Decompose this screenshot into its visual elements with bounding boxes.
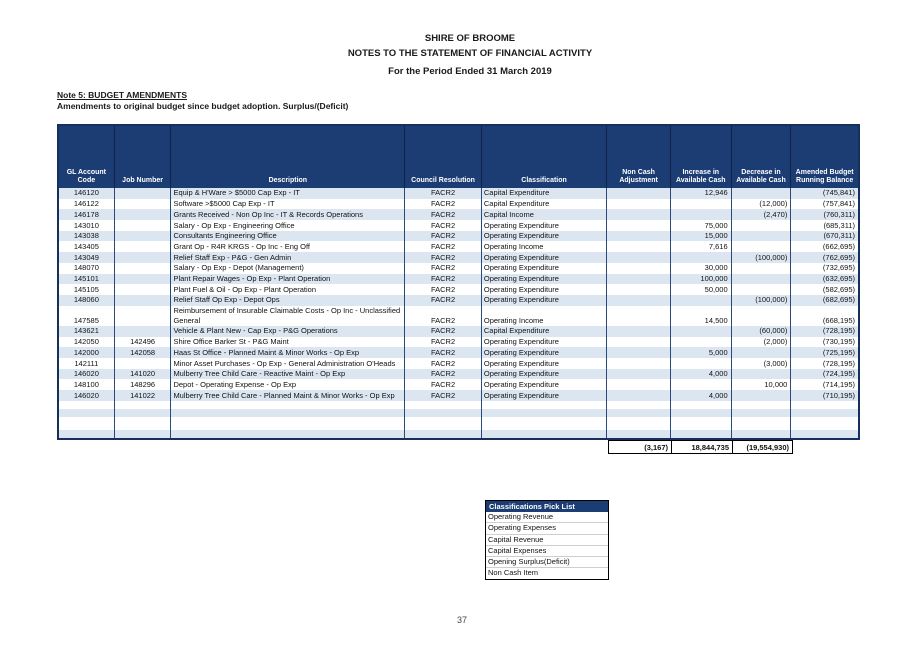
cell-non-cash-adjustment: [607, 263, 671, 274]
cell-decrease-available-cash: (3,000): [732, 358, 792, 369]
cell-description: Grants Received - Non Op Inc - IT & Records Operations: [171, 209, 405, 220]
empty-cell: [405, 401, 482, 409]
cell-decrease-available-cash: [732, 347, 792, 358]
cell-amended-budget-running-balance: (710,195): [822, 390, 856, 400]
column-header-decrease-available-cash: Decrease in Available Cash: [732, 126, 792, 188]
report-entity-name: SHIRE OF BROOME: [424, 33, 516, 44]
cell-classification: Operating Expenditure: [482, 295, 607, 306]
empty-cell: [171, 417, 405, 430]
budget-amendments-table: [57, 124, 860, 440]
cell-non-cash-adjustment: [607, 337, 671, 348]
cell-amended-budget-running-balance: (724,195): [822, 369, 856, 379]
cell-amended-budget-running-balance: (728,195): [822, 326, 856, 336]
table-header-row: [59, 126, 858, 188]
note-heading: Note 5: BUDGET AMENDMENTS: [57, 90, 188, 100]
cell-job-number: [115, 263, 172, 274]
cell-classification: Operating Income: [482, 241, 607, 252]
cell-increase-available-cash: 7,616: [671, 241, 732, 252]
cell-decrease-available-cash: [732, 306, 792, 326]
cell-classification: Operating Expenditure: [482, 284, 607, 295]
table-row: [59, 252, 858, 263]
cell-gl-account-code: 143010: [59, 220, 115, 231]
note-subtext: Amendments to original budget since budget adoption. Surplus/(Deficit): [57, 101, 349, 111]
cell-non-cash-adjustment: [607, 284, 671, 295]
table-row: [59, 337, 858, 348]
cell-amended-budget-running-balance: (757,841): [822, 199, 856, 209]
cell-job-number: [115, 199, 172, 210]
cell-description: Plant Fuel & Oil - Op Exp - Plant Operation: [171, 284, 405, 295]
pick-list-item: Non Cash Item: [488, 568, 539, 578]
cell-classification: Operating Expenditure: [482, 358, 607, 369]
cell-amended-budget-running-balance: (725,195): [822, 347, 856, 357]
cell-gl-account-code: 146020: [59, 369, 115, 380]
cell-amended-budget-running-balance: (760,311): [823, 209, 856, 219]
table-row: [59, 347, 858, 358]
cell-gl-account-code: 143405: [59, 241, 115, 252]
cell-decrease-available-cash: [732, 241, 792, 252]
cell-amended-budget-running-balance: (670,311): [823, 231, 856, 241]
table-row: [59, 306, 858, 326]
cell-gl-account-code: 146122: [59, 199, 115, 210]
empty-cell: [405, 409, 482, 417]
empty-cell: [671, 417, 732, 430]
cell-increase-available-cash: [671, 252, 732, 263]
cell-classification: Operating Expenditure: [482, 252, 607, 263]
cell-decrease-available-cash: (2,000): [732, 337, 792, 348]
cell-gl-account-code: 146120: [59, 188, 115, 199]
cell-non-cash-adjustment: [607, 231, 671, 242]
cell-increase-available-cash: 12,946: [671, 188, 732, 199]
empty-cell: [482, 430, 607, 438]
cell-job-number: [115, 295, 172, 306]
pick-list-item: Opening Surplus(Deficit): [486, 557, 608, 568]
cell-gl-account-code: 146178: [59, 209, 115, 220]
empty-cell: [115, 430, 172, 438]
report-title: NOTES TO THE STATEMENT OF FINANCIAL ACTIVITY: [347, 48, 593, 59]
empty-cell: [607, 417, 671, 430]
cell-non-cash-adjustment: [607, 274, 671, 285]
cell-gl-account-code: 143049: [59, 252, 115, 263]
cell-amended-budget-running-balance: (662,695): [822, 241, 856, 251]
pick-list-item: Capital Expenses: [486, 546, 608, 557]
cell-classification: Operating Expenditure: [482, 390, 607, 401]
cell-council-resolution: FACR2: [405, 209, 482, 220]
totals-row: [608, 440, 793, 454]
cell-amended-budget-running-balance: (732,695): [822, 263, 856, 273]
empty-cell: [671, 430, 732, 438]
column-header-description: Description: [171, 126, 405, 188]
cell-classification: Capital Expenditure: [482, 188, 607, 199]
cell-description: Consultants Engineering Office: [171, 231, 405, 242]
empty-cell: [607, 409, 671, 417]
cell-gl-account-code: 143038: [59, 231, 115, 242]
cell-decrease-available-cash: [732, 231, 792, 242]
cell-job-number: [115, 252, 172, 263]
empty-cell: [482, 417, 607, 430]
cell-increase-available-cash: 4,000: [671, 369, 732, 380]
total-non-cash-adjustment: (3,167): [608, 440, 672, 454]
table-row: [59, 220, 858, 231]
cell-description: Salary - Op Exp - Engineering Office: [171, 220, 405, 231]
table-row: [59, 188, 858, 199]
note-block: [57, 90, 348, 112]
cell-non-cash-adjustment: [607, 390, 671, 401]
cell-decrease-available-cash: (12,000): [732, 199, 792, 210]
empty-cell: [59, 401, 115, 409]
cell-job-number: [115, 358, 172, 369]
column-header-amended-budget-running-balance: Amended Budget Running Balance: [795, 168, 854, 185]
cell-description: Relief Staff Exp - P&G - Gen Admin: [171, 252, 405, 263]
cell-non-cash-adjustment: [607, 220, 671, 231]
empty-cell: [791, 430, 858, 438]
cell-non-cash-adjustment: [607, 199, 671, 210]
cell-job-number: [115, 326, 172, 337]
cell-increase-available-cash: 5,000: [671, 347, 732, 358]
table-row: [59, 209, 858, 220]
table-row: [59, 284, 858, 295]
empty-cell: [607, 401, 671, 409]
empty-row: [59, 430, 858, 438]
empty-cell: [115, 417, 172, 430]
table-row: [59, 274, 858, 285]
empty-cell: [607, 430, 671, 438]
empty-cell: [171, 430, 405, 438]
cell-description: Equip & H'Ware > $5000 Cap Exp - IT: [171, 188, 405, 199]
cell-council-resolution: FACR2: [405, 284, 482, 295]
table-row: [59, 231, 858, 242]
cell-description: Plant Repair Wages - Op Exp - Plant Operation: [171, 274, 405, 285]
cell-council-resolution: FACR2: [405, 326, 482, 337]
table-row: [59, 358, 858, 369]
column-header-increase-available-cash: Increase in Available Cash: [671, 126, 732, 188]
cell-job-number: 141020: [115, 369, 172, 380]
empty-cell: [732, 430, 792, 438]
cell-council-resolution: FACR2: [405, 199, 482, 210]
cell-job-number: 142496: [115, 337, 172, 348]
total-increase-available-cash: 18,844,735: [672, 440, 733, 454]
cell-job-number: [115, 220, 172, 231]
cell-non-cash-adjustment: [607, 358, 671, 369]
cell-amended-budget-running-balance: (762,695): [822, 252, 856, 262]
cell-amended-budget-running-balance: (685,311): [823, 220, 856, 230]
cell-non-cash-adjustment: [607, 306, 671, 326]
cell-increase-available-cash: [671, 209, 732, 220]
empty-cell: [59, 417, 115, 430]
pick-list-item: Capital Revenue: [486, 535, 608, 546]
cell-decrease-available-cash: [732, 263, 792, 274]
cell-classification: Operating Expenditure: [482, 274, 607, 285]
cell-gl-account-code: 142000: [59, 347, 115, 358]
cell-gl-account-code: 148100: [59, 379, 115, 390]
table-row: [59, 369, 858, 380]
cell-description: Salary - Op Exp - Depot (Management): [171, 263, 405, 274]
cell-description: Haas St Office - Planned Maint & Minor Works - Op Exp: [171, 347, 405, 358]
cell-non-cash-adjustment: [607, 347, 671, 358]
empty-cell: [791, 401, 858, 409]
cell-amended-budget-running-balance: (730,195): [822, 337, 856, 347]
column-header-council-resolution: Council Resolution: [405, 126, 482, 188]
cell-increase-available-cash: 100,000: [671, 274, 732, 285]
cell-non-cash-adjustment: [607, 241, 671, 252]
empty-cell: [115, 409, 172, 417]
cell-council-resolution: FACR2: [405, 295, 482, 306]
cell-decrease-available-cash: [732, 390, 792, 401]
cell-job-number: [115, 241, 172, 252]
cell-gl-account-code: 148070: [59, 263, 115, 274]
cell-council-resolution: FACR2: [405, 337, 482, 348]
empty-cell: [59, 409, 115, 417]
empty-cell: [732, 409, 792, 417]
column-header-non-cash-adjustment: Non Cash Adjustment: [607, 126, 671, 188]
cell-job-number: [115, 188, 172, 199]
pick-list-items: [486, 512, 608, 579]
cell-decrease-available-cash: 10,000: [732, 379, 792, 390]
report-period: For the Period Ended 31 March 2019: [388, 66, 552, 77]
pick-list-item: Operating Expenses: [486, 523, 608, 534]
table-row: [59, 326, 858, 337]
empty-cell: [732, 401, 792, 409]
cell-council-resolution: FACR2: [405, 369, 482, 380]
cell-description: Shire Office Barker St - P&G Maint: [171, 337, 405, 348]
empty-cell: [482, 401, 607, 409]
cell-non-cash-adjustment: [607, 379, 671, 390]
cell-non-cash-adjustment: [607, 295, 671, 306]
cell-amended-budget-running-balance: (714,195): [822, 379, 856, 389]
empty-row: [59, 401, 858, 409]
cell-gl-account-code: 145105: [59, 284, 115, 295]
cell-council-resolution: FACR2: [405, 231, 482, 242]
column-header-job-number: Job Number: [115, 126, 172, 188]
empty-cell: [115, 401, 172, 409]
table-row: [59, 295, 858, 306]
page-number: 37: [456, 615, 467, 625]
cell-description: Relief Staff Op Exp - Depot Ops: [171, 295, 405, 306]
table-row: [59, 199, 858, 210]
table-row: [59, 390, 858, 401]
empty-cell: [405, 430, 482, 438]
cell-increase-available-cash: 75,000: [671, 220, 732, 231]
cell-decrease-available-cash: (2,470): [732, 209, 792, 220]
classifications-pick-list: [485, 500, 609, 580]
cell-job-number: 142058: [115, 347, 172, 358]
cell-job-number: [115, 209, 172, 220]
cell-job-number: 148296: [115, 379, 172, 390]
cell-non-cash-adjustment: [607, 188, 671, 199]
cell-amended-budget-running-balance: (582,695): [822, 284, 856, 294]
table-row: [59, 263, 858, 274]
cell-decrease-available-cash: (60,000): [732, 326, 792, 337]
cell-gl-account-code: 142050: [59, 337, 115, 348]
empty-cell: [59, 430, 115, 438]
cell-classification: Capital Expenditure: [482, 326, 607, 337]
cell-gl-account-code: 142111: [59, 358, 115, 369]
cell-increase-available-cash: 14,500: [671, 306, 732, 326]
pick-list-title: Classifications Pick List: [486, 501, 608, 512]
cell-job-number: [115, 274, 172, 285]
column-header-gl-account-code: GL Account Code: [59, 126, 115, 188]
cell-decrease-available-cash: (100,000): [732, 295, 792, 306]
cell-gl-account-code: 143621: [59, 326, 115, 337]
pick-list-item: Operating Revenue: [486, 512, 608, 523]
cell-amended-budget-running-balance: (632,695): [822, 273, 856, 283]
cell-classification: Operating Expenditure: [482, 263, 607, 274]
cell-decrease-available-cash: (100,000): [732, 252, 792, 263]
cell-decrease-available-cash: [732, 369, 792, 380]
empty-cell: [671, 409, 732, 417]
table-row: [59, 379, 858, 390]
cell-council-resolution: FACR2: [405, 252, 482, 263]
cell-non-cash-adjustment: [607, 326, 671, 337]
table-body: [59, 188, 858, 438]
empty-cell: [171, 409, 405, 417]
cell-council-resolution: FACR2: [405, 241, 482, 252]
empty-cell: [482, 409, 607, 417]
cell-increase-available-cash: 30,000: [671, 263, 732, 274]
cell-classification: Operating Expenditure: [482, 379, 607, 390]
cell-classification: Operating Expenditure: [482, 231, 607, 242]
cell-council-resolution: FACR2: [405, 220, 482, 231]
cell-increase-available-cash: [671, 358, 732, 369]
cell-description: Vehicle & Plant New - Cap Exp - P&G Operations: [171, 326, 405, 337]
empty-cell: [171, 401, 405, 409]
cell-gl-account-code: 145101: [59, 274, 115, 285]
cell-amended-budget-running-balance: (668,195): [822, 315, 856, 325]
cell-council-resolution: FACR2: [405, 358, 482, 369]
cell-non-cash-adjustment: [607, 252, 671, 263]
cell-classification: Operating Expenditure: [482, 220, 607, 231]
cell-decrease-available-cash: [732, 220, 792, 231]
empty-row: [59, 409, 858, 417]
cell-classification: Capital Expenditure: [482, 199, 607, 210]
cell-non-cash-adjustment: [607, 209, 671, 220]
cell-amended-budget-running-balance: (745,841): [822, 188, 856, 198]
cell-description: Depot - Operating Expense - Op Exp: [171, 379, 405, 390]
cell-decrease-available-cash: [732, 274, 792, 285]
cell-increase-available-cash: [671, 337, 732, 348]
cell-increase-available-cash: [671, 379, 732, 390]
cell-classification: Operating Income: [482, 306, 607, 326]
cell-description: Mulberry Tree Child Care - Planned Maint & Minor Works - Op Exp: [171, 390, 405, 401]
report-title-block: [30, 33, 910, 77]
cell-increase-available-cash: 4,000: [671, 390, 732, 401]
cell-council-resolution: FACR2: [405, 274, 482, 285]
cell-job-number: 141022: [115, 390, 172, 401]
cell-gl-account-code: 146020: [59, 390, 115, 401]
cell-description: Reimbursement of Insurable Claimable Costs - Op Inc - Unclassified General: [171, 306, 405, 326]
empty-row: [59, 417, 858, 430]
budget-amendments-table-wrap: [57, 124, 860, 454]
column-header-classification: Classification: [482, 126, 607, 188]
cell-classification: Operating Expenditure: [482, 337, 607, 348]
cell-council-resolution: FACR2: [405, 390, 482, 401]
cell-gl-account-code: 147585: [59, 306, 115, 326]
cell-classification: Operating Expenditure: [482, 369, 607, 380]
table-row: [59, 241, 858, 252]
empty-cell: [791, 417, 858, 430]
cell-job-number: [115, 231, 172, 242]
cell-classification: Operating Expenditure: [482, 347, 607, 358]
cell-job-number: [115, 284, 172, 295]
cell-non-cash-adjustment: [607, 369, 671, 380]
cell-description: Mulberry Tree Child Care - Reactive Maint - Op Exp: [171, 369, 405, 380]
cell-job-number: [115, 306, 172, 326]
cell-classification: Capital Income: [482, 209, 607, 220]
empty-cell: [671, 401, 732, 409]
cell-description: Grant Op - R4R KRGS - Op Inc - Eng Off: [171, 241, 405, 252]
cell-gl-account-code: 148060: [59, 295, 115, 306]
cell-increase-available-cash: 50,000: [671, 284, 732, 295]
cell-description: Software >$5000 Cap Exp - IT: [171, 199, 405, 210]
cell-amended-budget-running-balance: (682,695): [822, 295, 856, 305]
empty-cell: [405, 417, 482, 430]
total-decrease-available-cash: (19,554,930): [733, 440, 793, 454]
cell-council-resolution: FACR2: [405, 188, 482, 199]
cell-council-resolution: FACR2: [405, 347, 482, 358]
cell-increase-available-cash: 15,000: [671, 231, 732, 242]
cell-increase-available-cash: [671, 326, 732, 337]
cell-council-resolution: FACR2: [405, 379, 482, 390]
empty-cell: [791, 409, 858, 417]
cell-amended-budget-running-balance: (728,195): [822, 358, 856, 368]
cell-decrease-available-cash: [732, 284, 792, 295]
cell-increase-available-cash: [671, 295, 732, 306]
cell-decrease-available-cash: [732, 188, 792, 199]
cell-council-resolution: FACR2: [405, 263, 482, 274]
cell-council-resolution: FACR2: [405, 306, 482, 326]
cell-description: Minor Asset Purchases - Op Exp - General Administration O'Heads: [171, 358, 405, 369]
empty-cell: [732, 417, 792, 430]
cell-increase-available-cash: [671, 199, 732, 210]
